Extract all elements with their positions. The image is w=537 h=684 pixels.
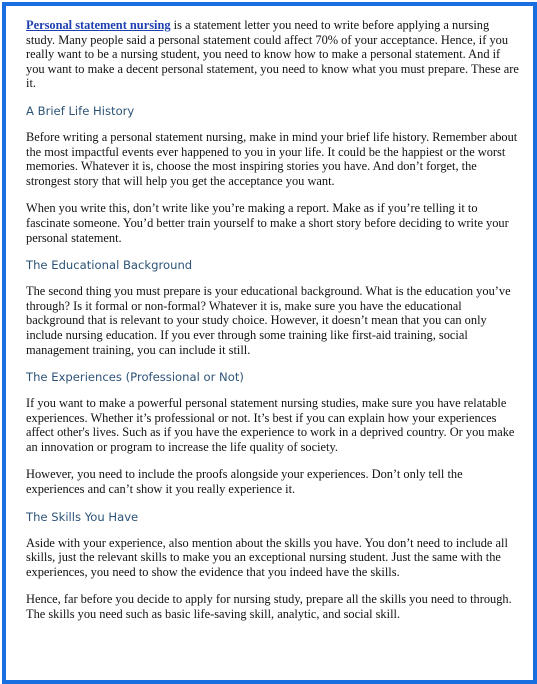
section-heading-experiences: The Experiences (Professional or Not)	[26, 370, 244, 385]
section-heading-educational-background: The Educational Background	[26, 258, 193, 273]
section-heading-life-history: A Brief Life History	[26, 103, 135, 118]
intro-paragraph	[26, 18, 520, 91]
article-content	[26, 18, 520, 622]
life-history-paragraph-2: When you write this, don’t write like you’re making a report. Make as if you’re telling it to fascinate someone. You’d better train yourself to make a short story before deciding to write your personal statement.	[26, 201, 509, 245]
section-heading-skills: The Skills You Have	[26, 509, 139, 524]
skills-paragraph-1: Aside with your experience, also mention about the skills you have. You don’t need to include all skills, just the relevant skills to make you an exceptional nursing student. Just the same with the experiences, you need to show the evidence that you indeed have the skills.	[26, 535, 508, 579]
experiences-paragraph-1: If you want to make a powerful personal statement nursing studies, make sure you have relatable experiences. Whether it’s professional or not. It’s best if you can explain how your experiences affect other's lives. Such as if you have the experience to work in a deprived country. Or you make an innovation or program to increase the life quality of society.	[26, 396, 515, 454]
educational-background-paragraph-1: The second thing you must prepare is your educational background. What is the education you’ve through? Is it formal or non-formal? Whatever it is, make sure you have the educational background that is relevant to your study choice. However, it doesn’t mean that you can only include nursing education. If you ever through some training like first-aid training, social management training, you can include it still.	[26, 284, 511, 357]
document-frame	[2, 2, 537, 684]
skills-paragraph-2: Hence, far before you decide to apply for nursing study, prepare all the skills you need to through. The skills you need such as basic life-saving skill, analytic, and social skill.	[26, 592, 512, 622]
intro-text: is a statement letter you need to write before applying a nursing study. Many people said a personal statement could affect 70% of your acceptance. Hence, if you really want to be a nursing student, you need to know how to make a personal statement. And if you want to make a decent personal statement, you need to know what you must prepare. These are it.	[26, 18, 519, 91]
personal-statement-nursing-link[interactable]: Personal statement nursing	[26, 18, 171, 32]
life-history-paragraph-1: Before writing a personal statement nursing, make in mind your brief life history. Remember about the most impactful events ever happened to you in your life. It could be the happiest or the worst memories. Whatever it is, choose the most inspiring stories you have. And don’t forget, the strongest story that will help you get the acceptance you want.	[26, 129, 518, 188]
experiences-paragraph-2: However, you need to include the proofs alongside your experiences. Don’t only tell the experiences and can’t show it you really experience it.	[26, 467, 463, 497]
